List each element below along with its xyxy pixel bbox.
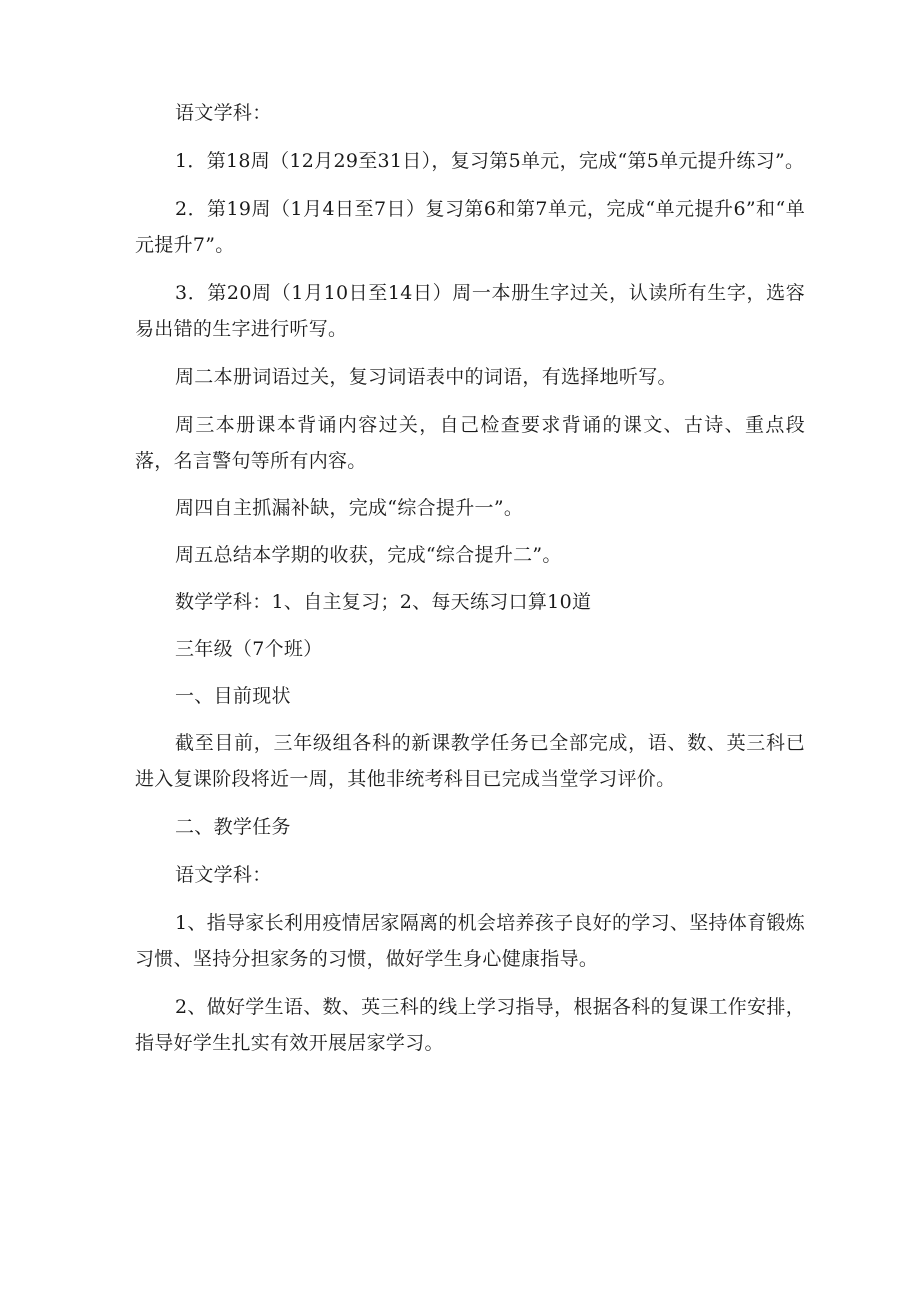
paragraph-week-19: 2．第19周（1月4日至7日）复习第6和第7单元，完成“单元提升6”和“单元提升7”。	[135, 198, 805, 256]
paragraph-task-2: 2、做好学生语、数、英三科的线上学习指导，根据各科的复课工作安排，指导好学生扎实有效开展居家学习。	[135, 996, 805, 1054]
paragraph-wednesday: 周三本册课本背诵内容过关，自己检查要求背诵的课文、古诗、重点段落，名言警句等所有内容。	[135, 414, 805, 472]
document-body	[135, 95, 805, 1061]
paragraph-week-20: 3．第20周（1月10日至14日）周一本册生字过关，认读所有生字，选容易出错的生字进行听写。	[135, 282, 805, 340]
heading-grade-three: 三年级（7个班）	[175, 638, 323, 660]
paragraph-friday: 周五总结本学期的收获，完成“综合提升二”。	[175, 544, 562, 566]
paragraph-math: 数学学科：1、自主复习；2、每天练习口算10道	[175, 591, 592, 613]
paragraph-task-1: 1、指导家长利用疫情居家隔离的机会培养孩子良好的学习、坚持体育锻炼习惯、坚持分担家务的习惯，做好学生身心健康指导。	[135, 912, 805, 970]
paragraph-thursday: 周四自主抓漏补缺，完成“综合提升一”。	[175, 497, 524, 519]
section-heading-chinese-2: 语文学科：	[175, 864, 272, 886]
heading-current-status: 一、目前现状	[175, 685, 291, 707]
section-heading-chinese: 语文学科：	[175, 102, 272, 124]
paragraph-tuesday: 周二本册词语过关，复习词语表中的词语，有选择地听写。	[175, 366, 677, 388]
paragraph-week-18: 1．第18周（12月29至31日），复习第5单元，完成“第5单元提升练习”。	[175, 150, 805, 172]
heading-teaching-tasks: 二、教学任务	[175, 816, 291, 838]
paragraph-status: 截至目前，三年级组各科的新课教学任务已全部完成，语、数、英三科已进入复课阶段将近一周，其他非统考科目已完成当堂学习评价。	[135, 732, 805, 790]
